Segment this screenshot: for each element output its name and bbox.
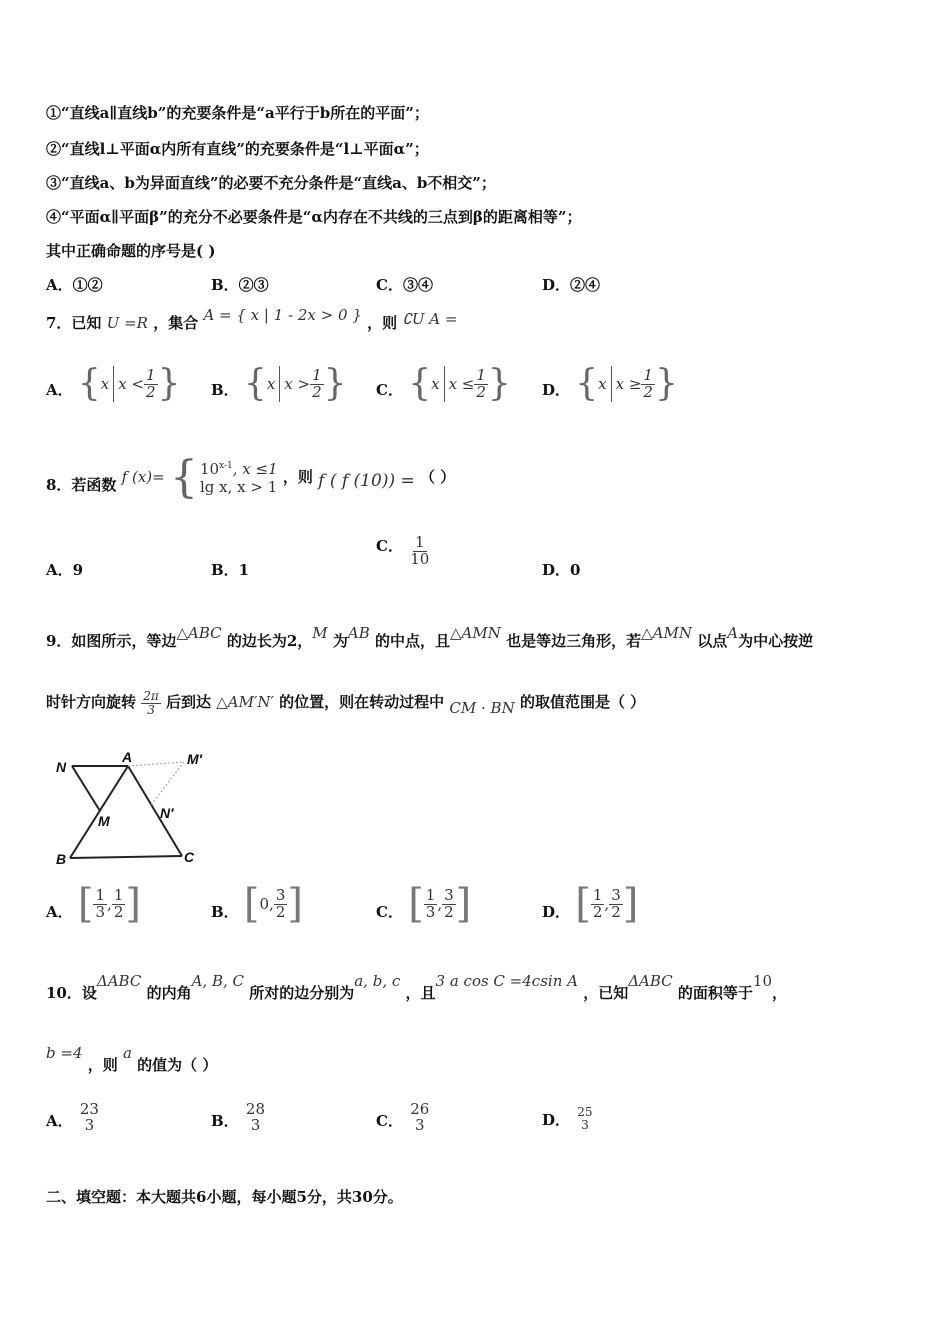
- set-bar-icon: [113, 366, 114, 402]
- segment-ab: [70, 766, 128, 858]
- q8-piecewise: [169, 452, 278, 503]
- q9-l2-tri: △AM′N′: [216, 693, 274, 712]
- right-brace-icon: }: [487, 363, 511, 404]
- q9-option-a-label: A．: [46, 903, 73, 921]
- q10-l1-g: ，: [772, 984, 788, 1002]
- q9-option-a: [46, 881, 141, 927]
- right-bracket-icon: ]: [287, 881, 304, 927]
- q9-angle-fraction: [141, 690, 161, 716]
- q9-option-c-label: C．: [376, 903, 403, 921]
- q9-option-d: [542, 881, 639, 927]
- fraction-den: 3: [581, 1117, 589, 1132]
- q7-mid: ，集合: [153, 314, 199, 332]
- fraction-den: 3: [425, 902, 436, 921]
- q8-option-b: B．1: [211, 561, 250, 579]
- q10-option-a: [46, 1102, 101, 1134]
- q6-option-b: B．②③: [211, 276, 269, 294]
- q10-option-b-label: B．: [211, 1111, 239, 1130]
- range-lower: [424, 885, 438, 921]
- half-fraction: [474, 365, 488, 401]
- q10-l1-d: ，且: [405, 984, 436, 1002]
- q9-l1-e: 也是等边三角形，若: [506, 632, 642, 650]
- left-brace-icon: {: [169, 452, 198, 503]
- q7-prefix: 7．已知: [46, 314, 102, 332]
- q8-case-1-cond: , x ≤1: [232, 460, 278, 478]
- q8-case-2: lg x, x > 1: [199, 478, 278, 496]
- figure-label-b: B: [56, 851, 67, 867]
- q9-stem-line2: [46, 690, 645, 716]
- set-var: x: [100, 375, 110, 393]
- set-relation: x ≤: [448, 375, 475, 393]
- section-2-heading: 二、填空题：本大题共6小题，每小题5分，共30分。: [46, 1188, 403, 1206]
- q7-option-b: [211, 363, 347, 404]
- q7-complement: ∁U A =: [402, 310, 458, 328]
- set-var: x: [431, 375, 440, 393]
- statement-4: ④“平面α∥平面β”的充分不必要条件是“α内存在不共线的三点到β的距离相等”；: [46, 208, 582, 226]
- q10-l1-e: ，已知: [583, 984, 629, 1002]
- set-bar-icon: [279, 366, 280, 402]
- q9-l1-tri3: △AMN: [641, 624, 692, 642]
- q9-l2-a: 时针方向旋转: [46, 693, 137, 712]
- q10-l2-a: ，则: [87, 1056, 118, 1074]
- q9-stem-line1: [46, 622, 814, 650]
- figure-label-n-prime: N′: [160, 805, 174, 821]
- q9-option-c-range: [ $\frac{1}{3}$ , $\frac{3}{2}$ ]: [408, 881, 472, 927]
- q8-case-1-base: 10: [199, 460, 220, 478]
- q7-set-def: A = { x | 1 - 2x > 0 }: [203, 306, 362, 324]
- q8-option-a: A．9: [46, 561, 84, 579]
- q8-option-c-fraction: [408, 535, 431, 568]
- range-upper: [442, 885, 456, 921]
- figure-label-a: A: [122, 749, 133, 765]
- q7-option-d-set: [575, 363, 678, 404]
- fraction-den: 3: [95, 902, 106, 921]
- fraction-den: 2: [444, 902, 454, 921]
- q10-l2-avar: a: [122, 1044, 132, 1062]
- q9-l1-d: 的中点，且: [375, 632, 451, 650]
- q10-stem-line2: [46, 1042, 218, 1074]
- q10-l1-b: 的内角: [146, 984, 192, 1002]
- q9-l1-m: M: [312, 624, 328, 642]
- q7-option-c-label: C．: [376, 381, 403, 399]
- figure-label-n: N: [56, 759, 67, 775]
- fraction-num: 1: [95, 885, 106, 904]
- q10-option-d-fraction: [575, 1106, 594, 1131]
- fraction-num: 1: [113, 885, 124, 904]
- q9-l1-tri1: △ABC: [176, 624, 222, 642]
- range-lower: [93, 885, 107, 921]
- q9-l1-c: 为: [332, 632, 348, 650]
- set-relation: x >: [284, 375, 311, 393]
- fraction-den: 2: [643, 382, 653, 401]
- set-var: x: [266, 375, 276, 393]
- q7-option-c-set: [408, 363, 511, 404]
- q9-l1-tri2: △AMN: [450, 624, 501, 642]
- q9-l1-ab: AB: [347, 624, 370, 642]
- half-fraction: [641, 365, 655, 401]
- figure-label-m-prime: M′: [187, 751, 203, 767]
- fraction-den: 3: [84, 1115, 95, 1134]
- q8-option-d: D．0: [542, 561, 581, 579]
- fraction-num: 25: [577, 1105, 593, 1119]
- q9-l2-b: 后到达: [166, 693, 212, 712]
- q9-l1-f: 以点: [697, 632, 728, 650]
- set-var: x: [598, 375, 607, 393]
- fraction-den: 3: [414, 1115, 425, 1134]
- right-brace-icon: }: [323, 363, 347, 404]
- q8-option-c: [376, 535, 431, 568]
- q7-option-a-label: A．: [46, 381, 73, 399]
- segment-nm: [72, 766, 100, 811]
- range-upper: [112, 885, 126, 921]
- range-upper: [274, 885, 288, 921]
- fraction-num: 26: [410, 1100, 430, 1118]
- q9-option-b: [211, 881, 304, 927]
- set-bar-icon: [611, 366, 612, 402]
- q10-option-b: [211, 1102, 267, 1134]
- range-upper: [609, 885, 623, 921]
- right-brace-icon: }: [654, 363, 678, 404]
- q7-then: ，则: [367, 314, 398, 332]
- q10-l2-b: 的值为（ ）: [137, 1056, 218, 1074]
- q8-func: f (x)=: [121, 468, 165, 486]
- q7-option-c: [376, 363, 511, 404]
- q7-stem: [46, 306, 458, 333]
- q10-option-c-fraction: [408, 1102, 431, 1134]
- segment-am-prime: [128, 762, 184, 766]
- left-brace-icon: {: [408, 363, 432, 404]
- right-bracket-icon: ]: [622, 881, 639, 927]
- range-lower: [591, 885, 605, 921]
- q8-case-1-exp: x-1: [219, 461, 233, 471]
- left-bracket-icon: [: [408, 881, 424, 927]
- q8-stem: [46, 452, 456, 503]
- q8-expr: f ( f (10)) =: [318, 471, 415, 491]
- q9-l1-a: 9．如图所示，等边: [46, 632, 177, 650]
- right-bracket-icon: ]: [125, 881, 141, 927]
- q9-l1-a-pt: A: [727, 624, 739, 642]
- q10-stem-line1: [46, 970, 788, 1002]
- segment-ac: [128, 766, 182, 856]
- q7-option-d: [542, 363, 678, 404]
- fraction-den: 2: [592, 902, 603, 921]
- q7-option-a: [46, 363, 181, 404]
- q10-option-a-label: A．: [46, 1111, 73, 1130]
- statement-1: ①“直线a∥直线b”的充要条件是“a平行于b所在的平面”；: [46, 104, 429, 122]
- q6-prompt: 其中正确命题的序号是( ): [46, 242, 216, 260]
- fraction-num: 3: [611, 885, 621, 904]
- fraction-den: 10: [410, 549, 430, 568]
- set-bar-icon: [444, 366, 445, 402]
- fraction-num: 1: [643, 365, 653, 384]
- fraction-den: 2: [476, 382, 486, 401]
- set-relation: x <: [118, 375, 145, 393]
- q10-l1-angles: A, B, C: [191, 972, 244, 990]
- q8-prefix: 8．若函数: [46, 476, 117, 494]
- q10-option-b-fraction: [244, 1102, 267, 1134]
- q10-option-d-label: D．: [542, 1110, 571, 1129]
- fraction-num: 3: [444, 885, 454, 904]
- q10-l1-tri: ΔABC: [96, 972, 142, 990]
- half-fraction: [310, 365, 324, 401]
- q9-option-b-label: B．: [211, 903, 239, 921]
- left-brace-icon: {: [575, 363, 599, 404]
- q10-l1-eq: 3 a cos C =4csin A: [435, 972, 578, 990]
- left-bracket-icon: [: [243, 881, 260, 927]
- fraction-num: 28: [245, 1100, 266, 1118]
- fraction-num: 1: [146, 365, 156, 384]
- q10-option-a-fraction: [78, 1102, 101, 1134]
- fraction-num: 1: [414, 533, 425, 551]
- segment-bc: [70, 856, 182, 858]
- q10-option-c-label: C．: [376, 1111, 403, 1130]
- q10-l1-tri2: ΔABC: [628, 972, 673, 990]
- fraction-den: 3: [250, 1115, 261, 1134]
- q9-l1-g: 为中心按逆: [738, 632, 814, 650]
- q8-case-1: [200, 460, 278, 478]
- q7-option-d-label: D．: [542, 381, 571, 399]
- fraction-den: 2: [146, 382, 156, 401]
- q7-option-a-set: [77, 363, 181, 404]
- q8-option-c-label: C．: [376, 537, 403, 556]
- q9-option-d-label: D．: [542, 903, 571, 921]
- fraction-num: 2π: [143, 689, 159, 703]
- q6-option-d: D．②④: [542, 276, 601, 294]
- left-brace-icon: {: [243, 363, 267, 404]
- q9-option-a-range: [ $\frac{1}{3}$ , $\frac{1}{2}$ ]: [77, 881, 141, 927]
- q10-l1-sides: a, b, c: [354, 972, 401, 990]
- q9-option-b-range: [ 0 , $\frac{3}{2}$ ]: [243, 881, 304, 927]
- right-brace-icon: }: [157, 363, 181, 404]
- q6-option-a: A．①②: [46, 276, 103, 294]
- fraction-num: 1: [476, 365, 486, 384]
- fraction-den: 2: [312, 382, 322, 401]
- q8-cases: [200, 460, 278, 496]
- q9-option-d-range: [ $\frac{1}{2}$ , $\frac{3}{2}$ ]: [575, 881, 639, 927]
- q9-triangle-figure: [52, 748, 222, 868]
- left-brace-icon: {: [77, 363, 101, 404]
- statement-3: ③“直线a、b为异面直线”的必要不充分条件是“直线a、b不相交”；: [46, 174, 496, 192]
- right-bracket-icon: ]: [455, 881, 472, 927]
- fraction-num: 1: [312, 365, 322, 384]
- q8-paren: （ ）: [419, 468, 456, 486]
- q7-universal: U =R: [106, 314, 148, 332]
- segment-m-prime-n-prime: [150, 762, 184, 806]
- set-relation: x ≥: [615, 375, 642, 393]
- fraction-den: 2: [275, 902, 286, 921]
- fraction-den: 2: [611, 902, 621, 921]
- q9-l1-b: 的边长为2，: [226, 632, 313, 650]
- q9-l2-c: 的位置，则在转动过程中: [279, 693, 445, 712]
- q6-option-c: C．③④: [376, 276, 433, 294]
- q9-option-c: [376, 881, 472, 927]
- fraction-num: 3: [275, 885, 286, 904]
- figure-label-m: M: [98, 813, 110, 829]
- fraction-den: 3: [147, 702, 155, 717]
- fraction-num: 23: [79, 1100, 99, 1118]
- range-lower: 0: [259, 895, 270, 913]
- q7-option-b-label: B．: [211, 381, 239, 399]
- fraction-num: 1: [592, 885, 603, 904]
- q10-option-d: [542, 1106, 595, 1131]
- q10-l1-area: 10: [752, 972, 772, 990]
- figure-label-c: C: [184, 849, 195, 865]
- q10-l1-f: 的面积等于: [677, 984, 753, 1002]
- fraction-num: 1: [425, 885, 436, 904]
- q7-option-b-set: [243, 363, 347, 404]
- q9-l2-vec: CM · BN: [449, 699, 515, 718]
- left-bracket-icon: [: [575, 881, 591, 927]
- q10-l1-c: 所对的边分别为: [249, 984, 355, 1002]
- q8-then: ，则: [282, 468, 313, 486]
- half-fraction: [144, 365, 158, 401]
- left-bracket-icon: [: [77, 881, 94, 927]
- q10-l2-bval: b =4: [46, 1044, 83, 1062]
- q10-l1-a: 10．设: [46, 984, 97, 1002]
- statement-2: ②“直线l⊥平面α内所有直线”的充要条件是“l⊥平面α”；: [46, 140, 429, 158]
- q9-l2-d: 的取值范围是（ ）: [519, 693, 646, 712]
- q10-option-c: [376, 1102, 431, 1134]
- fraction-den: 2: [113, 902, 124, 921]
